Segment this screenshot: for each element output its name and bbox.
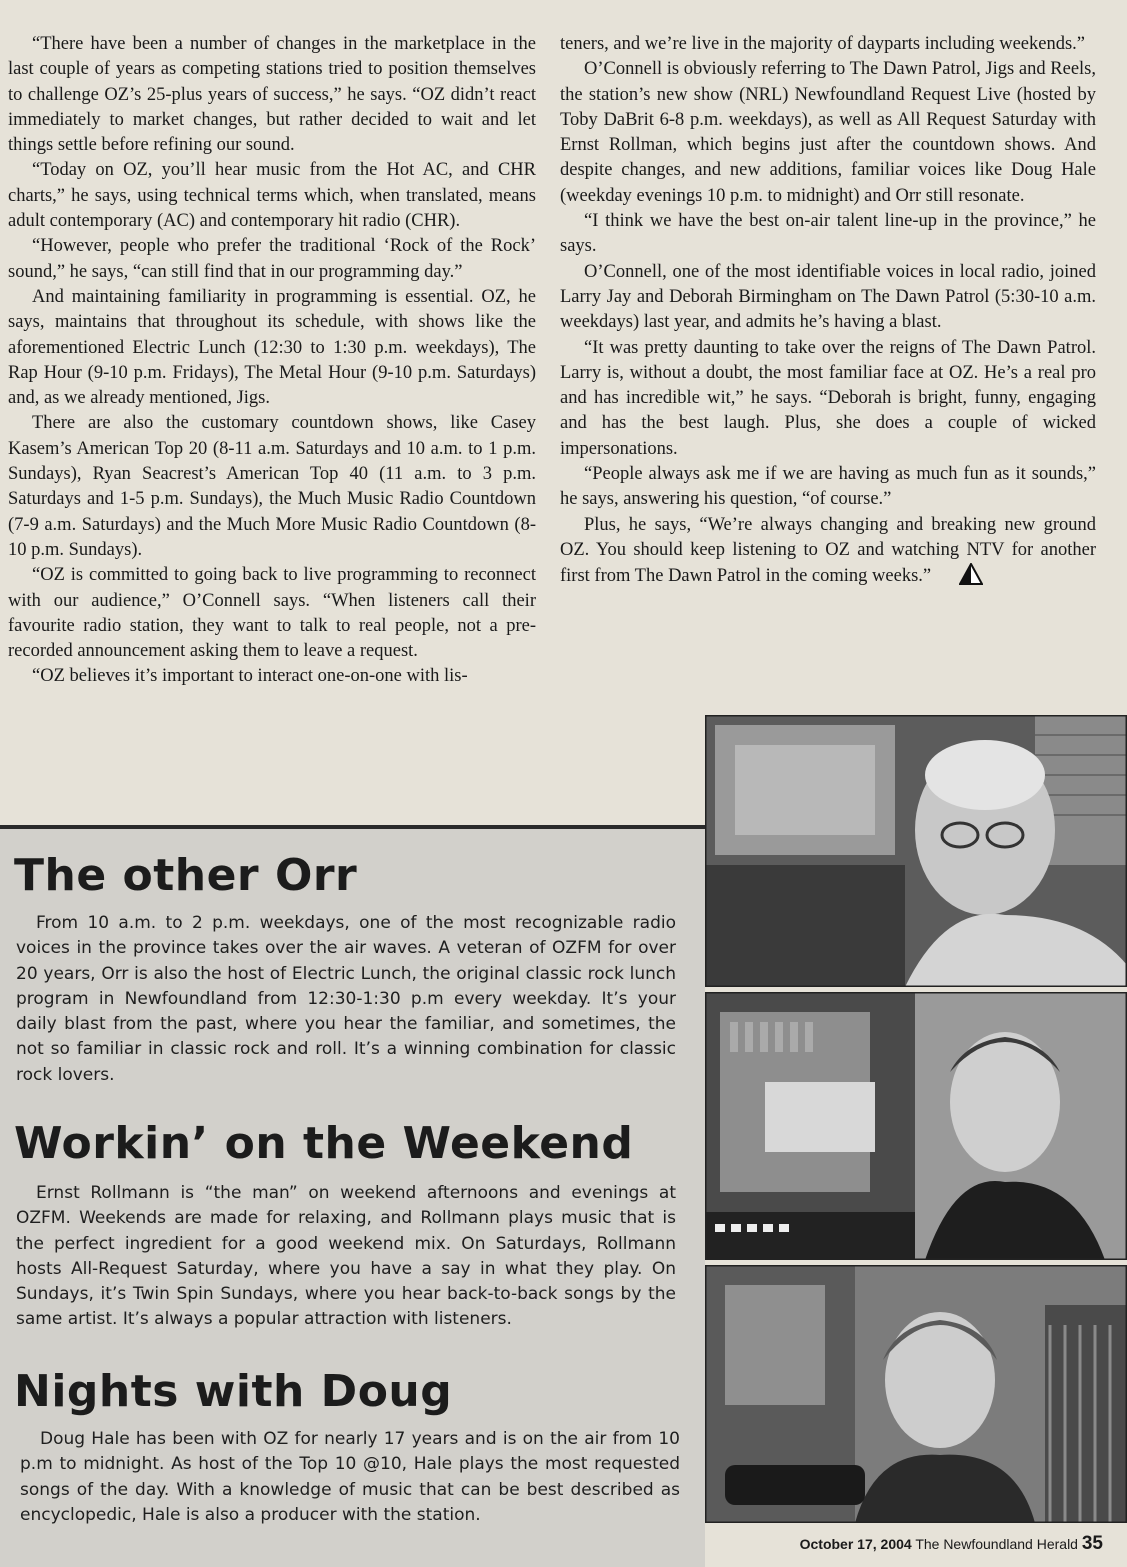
paragraph: O’Connell is obviously referring to The Dawn Patrol, Jigs and Reels, the station’s new show (NRL) Newfoundland Request Live (hosted by Toby DaBrit 6-8 p.m. weekdays), as well as All Request Saturday with Ernst Rollman, which begins just after the countdown shows. And despite changes, and new additions, familiar voices like Doug Hale (weekday evenings 10 p.m. to midnight) and Orr still resonate. <box>560 59 1096 206</box>
paragraph: O’Connell, one of the most identifiable voices in local radio, joined Larry Jay and Deborah Birmingham on The Dawn Patrol (5:30-10 a.m. weekdays) last year, and admits he’s having a blast. <box>560 261 1096 333</box>
sidebar-heading-weekend: Workin’ on the Weekend <box>14 1118 634 1169</box>
paragraph: “There have been a number of changes in the marketplace in the last couple of years as competing stations tried to position themselves to challenge OZ’s 25-plus years of success,” he says. “OZ didn’t react immediately to market changes, but rather decided to wait and let things settle before refining our sound. <box>8 34 536 156</box>
paragraph: “People always ask me if we are having as much fun as it sounds,” he says, answering his question, “of course.” <box>560 464 1096 510</box>
paragraph: “OZ is committed to going back to live programming to reconnect with our audience,” O’Connell says. “When listeners call their favourite radio station, they want to talk to real people, not a pre-recorded announcement asking them to leave a request. <box>8 565 536 662</box>
sidebar-heading-doug: Nights with Doug <box>14 1366 453 1417</box>
paragraph-text: Plus, he says, “We’re always changing and breaking new ground OZ. You should keep listening to OZ and watching NTV for another first from The Dawn Patrol in the coming weeks.” <box>560 514 1096 587</box>
paragraph: There are also the customary countdown shows, like Casey Kasem’s American Top 20 (8-11 a.m. Saturdays and 10 a.m. to 1 p.m. Sundays), Ryan Seacrest’s American Top 40 (11 a.m. to 3 p.m. Saturdays and 1-5 p.m. Sundays), the Much Music Radio Countdown (7-9 a.m. Saturdays) and the Much More Music Radio Countdown (8-10 p.m. Sundays). <box>8 413 536 560</box>
photo-rollmann <box>705 992 1127 1260</box>
sidebar-body-doug: Doug Hale has been with OZ for nearly 17 years and is on the air from 10 p.m to midnight. As host of the Top 10 @10, Hale plays the most requested songs of the day. With a knowledge of music that can be best described as encyclopedic, Hale is also a producer with the station. <box>20 1429 680 1525</box>
sidebar-body-orr: From 10 a.m. to 2 p.m. weekdays, one of the most recognizable radio voices in the province takes over the air waves. A veteran of OZFM for over 20 years, Orr is also the host of Electric Lunch, the original classic rock lunch program in Newfoundland from 12:30-1:30 p.m every weekday. It’s your daily blast from the past, where you hear the familiar, and sometimes, the not so familiar in classic rock and roll. It’s a winning combination for classic rock lovers. <box>16 913 676 1085</box>
paragraph: “However, people who prefer the traditional ‘Rock of the Rock’ sound,” he says, “can still find that in our programming day.” <box>8 236 536 282</box>
article-column-left <box>8 32 536 690</box>
paragraph: “OZ believes it’s important to interact one-on-one with lis- <box>32 666 468 687</box>
page-number: 35 <box>1081 1533 1103 1554</box>
sidebar-heading-orr: The other Orr <box>14 850 358 901</box>
photo-orr <box>705 715 1127 987</box>
paragraph: “I think we have the best on-air talent line-up in the province,” he says. <box>560 211 1096 257</box>
paragraph: And maintaining familiarity in programming is essential. OZ, he says, maintains that throughout its schedule, with shows like the aforementioned Electric Lunch (12:30 to 1:30 p.m. weekdays), The Rap Hour (9-10 p.m. Fridays), The Metal Hour (9-10 p.m. Saturdays) and, as we already mentioned, Jigs. <box>8 286 536 409</box>
paragraph: “It was pretty daunting to take over the reigns of The Dawn Patrol. Larry is, without a doubt, the most familiar face at OZ. He’s a real pro and has incredible wit,” he says. “Deborah is bright, funny, engaging and has the best laugh. Plus, she does a couple of wicked impersonations. <box>560 337 1096 459</box>
photo-hale <box>705 1265 1127 1523</box>
sidebar-box <box>0 829 705 1567</box>
publication-name: The Newfoundland Herald <box>915 1536 1078 1552</box>
article-column-right <box>560 32 1096 594</box>
sidebar-body-weekend: Ernst Rollmann is “the man” on weekend afternoons and evenings at OZFM. Weekends are made for relaxing, and Rollmann plays music that is the perfect ingredient for a good weekend mix. On Saturdays, Rollmann hosts All-Request Saturday, where you have a say in what they play. On Sundays, it’s Twin Spin Sundays, where you hear back-to-back songs by the same artist. It’s always a popular attraction with listeners. <box>16 1183 676 1330</box>
paragraph: teners, and we’re live in the majority of dayparts including weekends.” <box>560 34 1086 54</box>
end-mark-icon <box>935 563 983 593</box>
issue-date: October 17, 2004 <box>799 1536 912 1552</box>
paragraph: “Today on OZ, you’ll hear music from the Hot AC, and CHR charts,” he says, using technical terms which, when translated, means adult contemporary (AC) and contemporary hit radio (CHR). <box>8 160 536 232</box>
paragraph-last <box>560 513 1096 594</box>
page-footer <box>800 1533 1103 1555</box>
